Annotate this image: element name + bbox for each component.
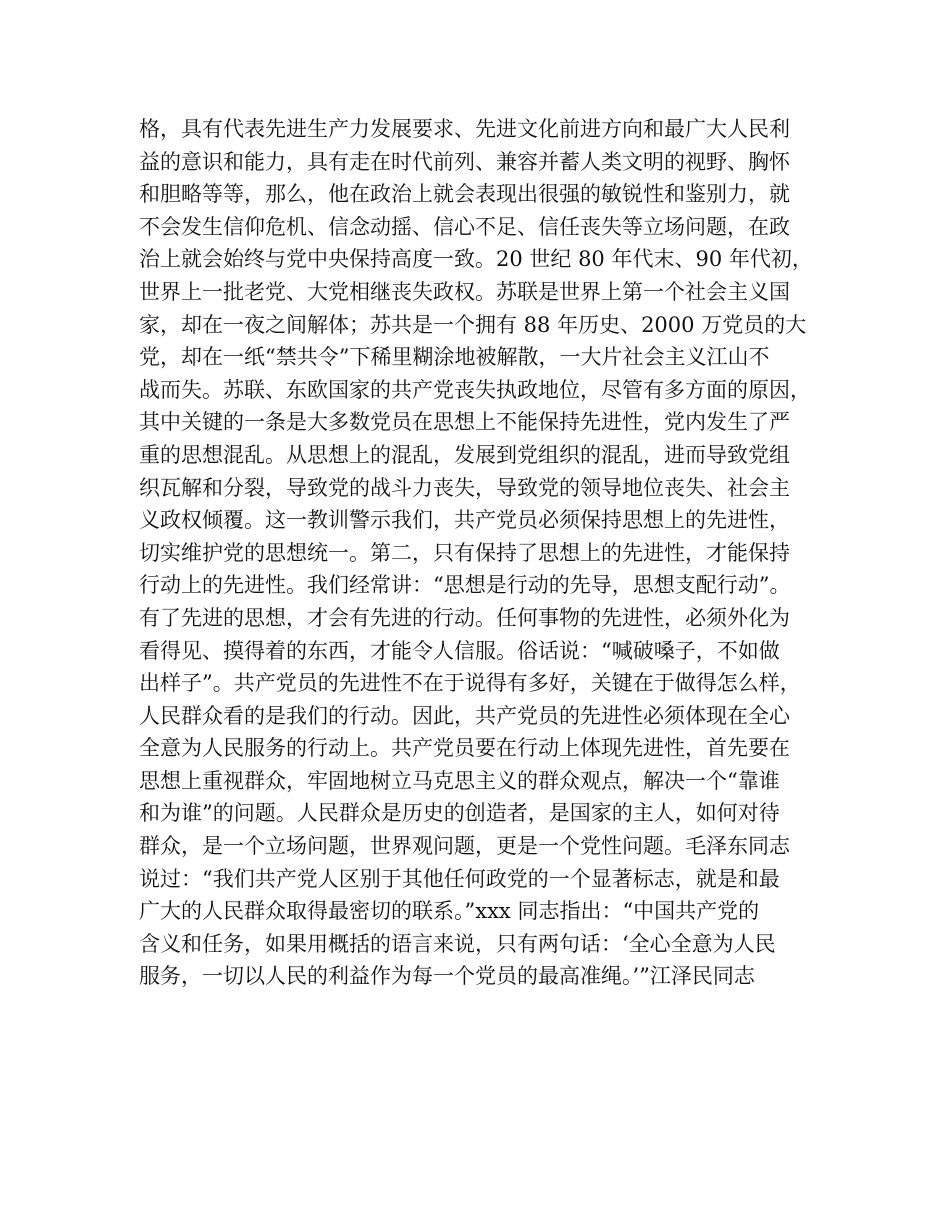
text-line: 格，具有代表先进生产力发展要求、先进文化前进方向和最广大人民利 (139, 117, 790, 141)
text-line: 织瓦解和分裂，导致党的战斗力丧失，导致党的领导地位丧失、社会主 (139, 475, 790, 500)
text-line: 群众，是一个立场问题，世界观问题，更是一个党性问题。毛泽东同志 (139, 834, 790, 859)
body-text (139, 113, 839, 993)
text-line: 服务，一切以人民的利益作为每一个党员的最高准绳。’”江泽民同志 (139, 964, 755, 989)
text-line: 义政权倾覆。这一教训警示我们，共产党员必须保持思想上的先进性， (139, 508, 790, 533)
text-line: 重的思想混乱。从思想上的混乱，发展到党组织的混乱，进而导致党组 (139, 442, 790, 467)
text-line: 人民群众看的是我们的行动。因此，共产党员的先进性必须体现在全心 (139, 703, 790, 728)
text-line: 家，却在一夜之间解体；苏共是一个拥有 88 年历史、2000 万党员的大 (139, 312, 807, 337)
text-line: 说过：“我们共产党人区别于其他任何政党的一个显著标志，就是和最 (139, 866, 780, 891)
text-line: 和为谁”的问题。人民群众是历史的创造者，是国家的主人，如何对待 (139, 801, 780, 826)
text-line: 切实维护党的思想统一。第二，只有保持了思想上的先进性，才能保持 (139, 540, 790, 565)
text-line: 世界上一批老党、大党相继丧失政权。苏联是世界上第一个社会主义国 (139, 279, 790, 304)
text-line: 和胆略等等，那么，他在政治上就会表现出很强的敏锐性和鉴别力，就 (139, 182, 790, 207)
text-line: 治上就会始终与党中央保持高度一致。20 世纪 80 年代末、90 年代初， (139, 247, 813, 272)
text-line: 看得见、摸得着的东西，才能令人信服。俗话说：“喊破嗓子，不如做 (139, 638, 780, 663)
text-line: 其中关键的一条是大多数党员在思想上不能保持先进性，党内发生了严 (139, 410, 790, 435)
text-line: 不会发生信仰危机、信念动摇、信心不足、信任丧失等立场问题，在政 (139, 214, 790, 239)
text-line: 思想上重视群众，牢固地树立马克思主义的群众观点，解决一个“靠谁 (139, 768, 780, 793)
text-line: 含义和任务，如果用概括的语言来说，只有两句话：‘全心全意为人民 (139, 931, 776, 956)
text-line: 益的意识和能力，具有走在时代前列、兼容并蓄人类文明的视野、胸怀 (139, 149, 790, 174)
text-line: 行动上的先进性。我们经常讲：“思想是行动的先导，思想支配行动”。 (139, 573, 791, 598)
text-line: 战而失。苏联、东欧国家的共产党丧失执政地位，尽管有多方面的原因， (139, 377, 811, 402)
text-line: 有了先进的思想，才会有先进的行动。任何事物的先进性，必须外化为 (139, 605, 790, 630)
text-line: 党，却在一纸“禁共令”下稀里糊涂地被解散，一大片社会主义江山不 (139, 345, 770, 370)
text-line: 全意为人民服务的行动上。共产党员要在行动上体现先进性，首先要在 (139, 736, 790, 761)
text-line: 广大的人民群众取得最密切的联系。”xxx 同志指出：“中国共产党的 (139, 899, 760, 924)
text-line: 出样子”。共产党员的先进性不在于说得有多好，关键在于做得怎么样， (139, 671, 801, 696)
